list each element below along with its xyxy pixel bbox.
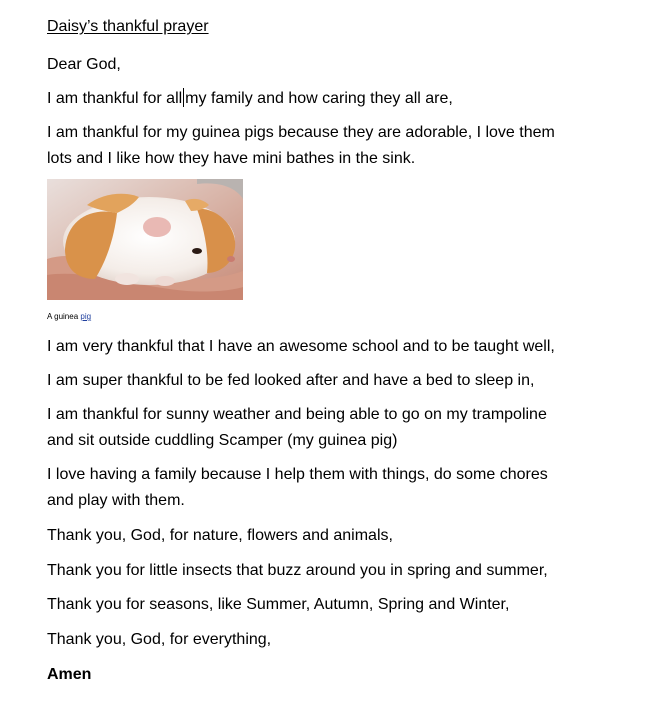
- prayer-line-weather-1: I am thankful for sunny weather and being able to go on my trampoline: [47, 406, 547, 423]
- prayer-line-insects: Thank you for little insects that buzz around you in spring and summer,: [47, 562, 548, 579]
- guinea-pig-photo[interactable]: [47, 179, 243, 300]
- prayer-line-seasons: Thank you for seasons, like Summer, Autumn, Spring and Winter,: [47, 596, 510, 613]
- prayer-line-school: I am very thankful that I have an awesome school and to be taught well,: [47, 338, 555, 355]
- prayer-line-family: [47, 86, 642, 112]
- prayer-line-guinea-pigs-2: lots and I like how they have mini bathes in the sink.: [47, 150, 416, 167]
- prayer-line-guinea-pigs-1: I am thankful for my guinea pigs because they are adorable, I love them: [47, 124, 555, 141]
- prayer-line-everything: Thank you, God, for everything,: [47, 631, 272, 648]
- photo-caption: [47, 311, 91, 323]
- photo-caption-link[interactable]: pig: [80, 312, 92, 321]
- prayer-line-fed: I am super thankful to be fed looked after and have a bed to sleep in,: [47, 372, 535, 389]
- prayer-line-nature: Thank you, God, for nature, flowers and animals,: [47, 527, 393, 544]
- prayer-paragraph-guinea-pigs: [47, 120, 642, 172]
- greeting-line: Dear God,: [47, 56, 121, 73]
- prayer-line-family-chores-1: I love having a family because I help them with things, do some chores: [47, 466, 548, 483]
- prayer-paragraph-weather: [47, 402, 642, 454]
- closing-amen: Amen: [47, 666, 92, 683]
- prayer-line-weather-2: and sit outside cuddling Scamper (my guinea pig): [47, 432, 398, 449]
- photo-caption-text: A guinea: [47, 312, 81, 321]
- prayer-line-family-chores-2: and play with them.: [47, 492, 185, 509]
- document-title: Daisy’s thankful prayer: [47, 18, 209, 35]
- prayer-line-family-end: my family and how caring they all are,: [185, 90, 453, 107]
- prayer-line-family-start: I am thankful for all: [47, 90, 183, 107]
- prayer-paragraph-family-chores: [47, 462, 642, 514]
